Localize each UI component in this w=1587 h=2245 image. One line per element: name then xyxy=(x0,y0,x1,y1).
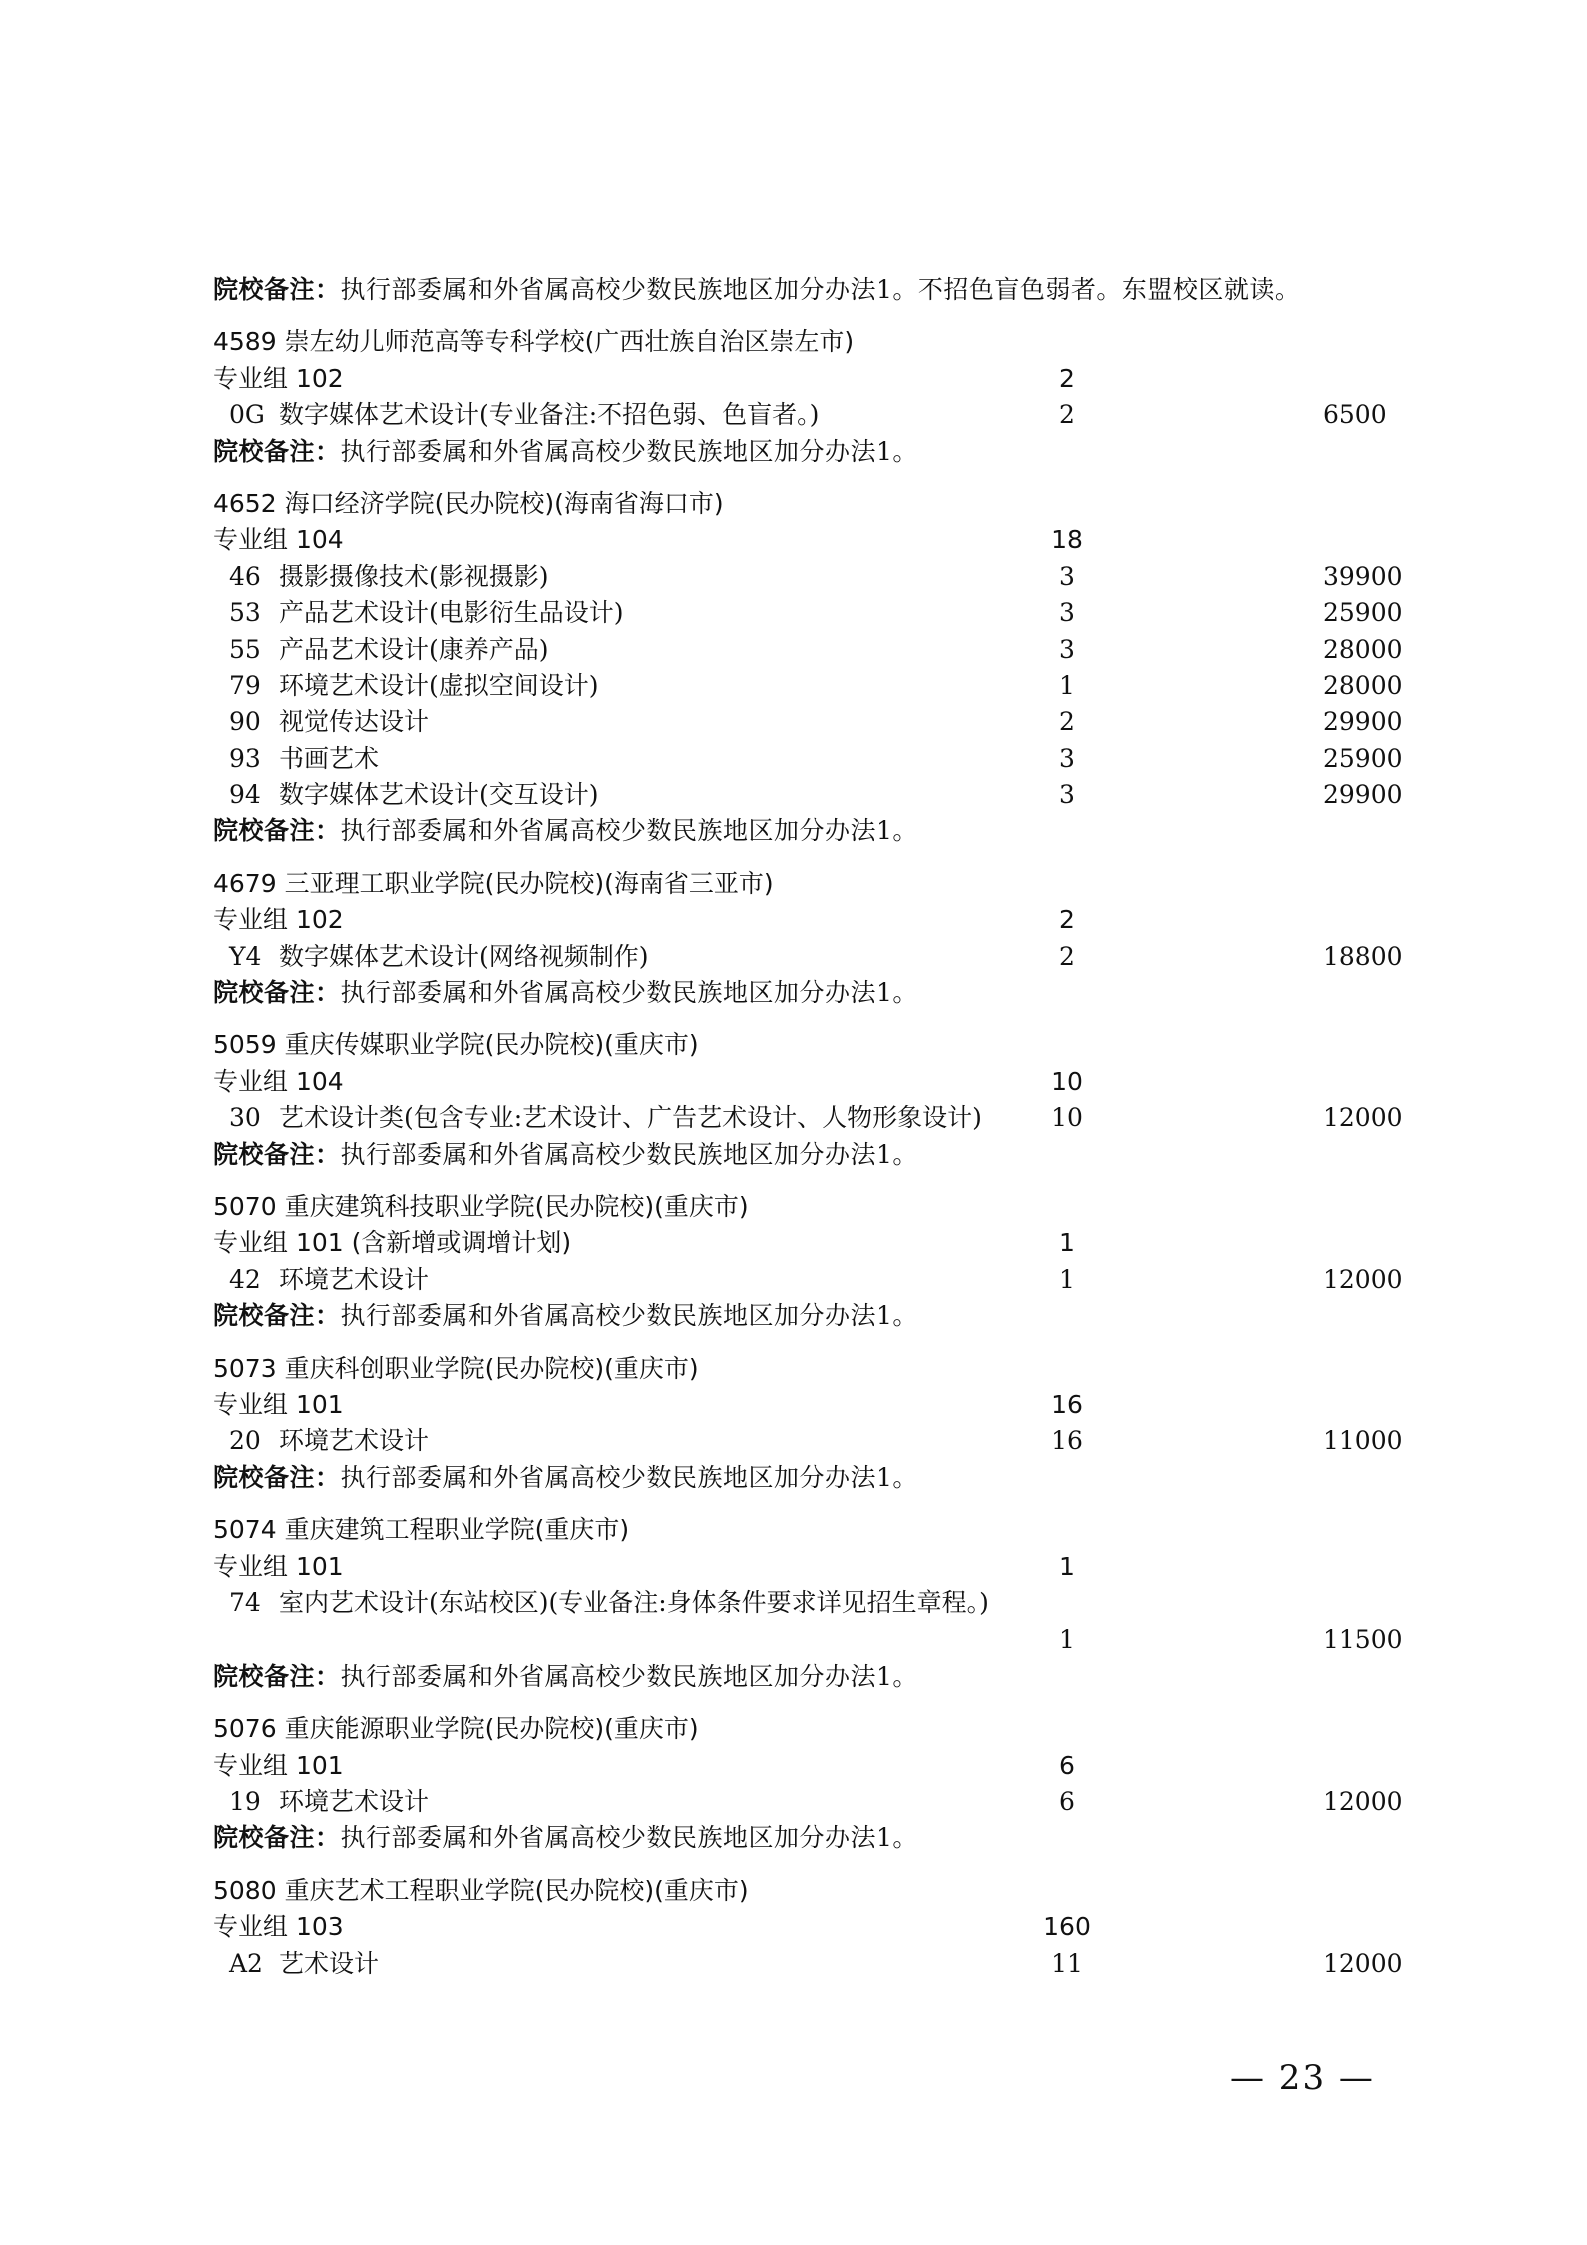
remark-body: 执行部委属和外省属高校少数民族地区加分办法1。 xyxy=(340,978,918,1008)
major-fee: 11000 xyxy=(1323,1426,1403,1456)
major-title xyxy=(229,1423,429,1459)
major-code: 20 xyxy=(229,1426,261,1456)
major-title xyxy=(229,397,819,433)
major-code: Y4 xyxy=(229,941,262,971)
major-row xyxy=(213,595,1413,631)
remark-text xyxy=(213,1137,918,1173)
school-remark xyxy=(213,1137,1413,1173)
remark-label: 院校备注： xyxy=(213,275,341,304)
major-fee: 11500 xyxy=(1323,1624,1403,1654)
remark-text xyxy=(213,1659,918,1695)
group-count: 10 xyxy=(1051,1066,1083,1096)
major-row xyxy=(213,741,1413,777)
remark-body: 执行部委属和外省属高校少数民族地区加分办法1。不招色盲色弱者。东盟校区就读。 xyxy=(340,275,1301,304)
section-gap xyxy=(213,470,1413,486)
major-code: 30 xyxy=(229,1103,261,1133)
group-name: 专业组 104 xyxy=(213,525,344,555)
major-group xyxy=(213,1225,1413,1261)
major-code: 46 xyxy=(229,561,261,591)
major-count: 3 xyxy=(1059,743,1075,773)
school-name: 5073 重庆科创职业学院(民办院校)(重庆市) xyxy=(213,1353,699,1383)
remark-body: 执行部委属和外省属高校少数民族地区加分办法1。 xyxy=(340,1462,918,1492)
major-count: 1 xyxy=(1059,1624,1075,1654)
group-count: 160 xyxy=(1043,1912,1091,1942)
school-remark xyxy=(213,1460,1413,1496)
major-fee: 12000 xyxy=(1323,1948,1403,1978)
major-name: 数字媒体艺术设计(专业备注:不招色弱、色盲者。) xyxy=(278,400,820,430)
school-remark xyxy=(213,272,1413,308)
major-code: 74 xyxy=(229,1587,261,1617)
major-fee: 18800 xyxy=(1323,941,1403,971)
major-fee: 39900 xyxy=(1323,561,1403,591)
group-name: 专业组 102 xyxy=(213,905,344,935)
remark-label: 院校备注： xyxy=(213,1661,341,1691)
remark-body: 执行部委属和外省属高校少数民族地区加分办法1。 xyxy=(340,816,918,846)
school-name: 5074 重庆建筑工程职业学院(重庆市) xyxy=(213,1515,630,1545)
school-header xyxy=(213,866,1413,902)
major-name: 摄影摄像技术(影视摄影) xyxy=(278,561,549,591)
major-count: 1 xyxy=(1059,670,1075,700)
remark-body: 执行部委属和外省属高校少数民族地区加分办法1。 xyxy=(340,1661,918,1691)
major-fee: 12000 xyxy=(1323,1264,1403,1294)
major-code: 42 xyxy=(229,1264,261,1294)
school-remark xyxy=(213,1298,1413,1334)
major-title xyxy=(229,1100,982,1136)
major-group xyxy=(213,1064,1413,1100)
school-remark xyxy=(213,975,1413,1011)
major-row xyxy=(213,1423,1413,1459)
school-remark xyxy=(213,1820,1413,1856)
remark-body: 执行部委属和外省属高校少数民族地区加分办法1。 xyxy=(340,1301,918,1331)
major-name: 视觉传达设计 xyxy=(278,707,429,737)
remark-label: 院校备注： xyxy=(213,978,341,1008)
school-header xyxy=(213,1512,1413,1548)
major-name: 环境艺术设计(虚拟空间设计) xyxy=(278,670,599,700)
major-row xyxy=(213,1946,1413,1982)
remark-label: 院校备注： xyxy=(213,1462,341,1492)
major-name: 产品艺术设计(康养产品) xyxy=(278,634,549,664)
major-group xyxy=(213,1909,1413,1945)
major-title xyxy=(229,595,623,631)
group-count: 1 xyxy=(1059,1228,1075,1258)
major-fee: 29900 xyxy=(1323,707,1403,737)
group-name: 专业组 101 xyxy=(213,1389,344,1419)
group-name: 专业组 101 xyxy=(213,1551,344,1581)
major-row xyxy=(213,704,1413,740)
major-row xyxy=(213,777,1413,813)
group-count: 2 xyxy=(1059,363,1075,393)
major-name: 产品艺术设计(电影衍生品设计) xyxy=(278,598,624,628)
major-title xyxy=(229,559,548,595)
major-title xyxy=(229,1585,989,1621)
school-header xyxy=(213,1711,1413,1747)
section-gap xyxy=(213,308,1413,324)
major-name: 室内艺术设计(东站校区)(专业备注:身体条件要求详见招生章程。) xyxy=(278,1587,989,1617)
major-count: 10 xyxy=(1051,1103,1083,1133)
section-gap xyxy=(213,1857,1413,1873)
major-count: 1 xyxy=(1059,1264,1075,1294)
major-row xyxy=(213,632,1413,668)
school-header xyxy=(213,324,1413,360)
major-fee: 28000 xyxy=(1323,634,1403,664)
major-row xyxy=(213,1585,1413,1659)
major-fee: 6500 xyxy=(1323,400,1387,430)
school-name: 5076 重庆能源职业学院(民办院校)(重庆市) xyxy=(213,1714,699,1744)
major-name: 艺术设计类(包含专业:艺术设计、广告艺术设计、人物形象设计) xyxy=(278,1103,982,1133)
school-header xyxy=(213,486,1413,522)
major-code: 19 xyxy=(229,1787,261,1817)
major-count: 2 xyxy=(1059,941,1075,971)
major-code: 0G xyxy=(229,400,265,430)
major-count: 6 xyxy=(1059,1787,1075,1817)
remark-text xyxy=(213,975,918,1011)
major-count: 11 xyxy=(1051,1948,1083,1978)
major-fee: 12000 xyxy=(1323,1787,1403,1817)
group-count: 1 xyxy=(1059,1551,1075,1581)
school-name: 5059 重庆传媒职业学院(民办院校)(重庆市) xyxy=(213,1030,699,1060)
group-name: 专业组 102 xyxy=(213,363,344,393)
section-gap xyxy=(213,850,1413,866)
major-group xyxy=(213,1549,1413,1585)
section-gap xyxy=(213,1173,1413,1189)
major-title xyxy=(229,939,648,975)
remark-body: 执行部委属和外省属高校少数民族地区加分办法1。 xyxy=(340,1139,918,1169)
school-header xyxy=(213,1351,1413,1387)
remark-text xyxy=(213,434,918,470)
section-gap xyxy=(213,1695,1413,1711)
group-count: 16 xyxy=(1051,1389,1083,1419)
remark-body: 执行部委属和外省属高校少数民族地区加分办法1。 xyxy=(340,1823,918,1853)
section-gap xyxy=(213,1011,1413,1027)
major-title xyxy=(229,1946,379,1982)
school-name: 5080 重庆艺术工程职业学院(民办院校)(重庆市) xyxy=(213,1875,749,1905)
school-name: 4679 三亚理工职业学院(民办院校)(海南省三亚市) xyxy=(213,868,774,898)
remark-label: 院校备注： xyxy=(213,816,341,846)
major-code: 79 xyxy=(229,670,261,700)
school-remark xyxy=(213,813,1413,849)
major-name: 环境艺术设计 xyxy=(278,1426,429,1456)
remark-text xyxy=(213,272,1300,308)
major-name: 环境艺术设计 xyxy=(278,1787,429,1817)
major-title xyxy=(229,741,379,777)
group-name: 专业组 101 xyxy=(213,1750,344,1780)
major-row xyxy=(213,668,1413,704)
major-group xyxy=(213,1387,1413,1423)
major-count: 16 xyxy=(1051,1426,1083,1456)
major-code: 90 xyxy=(229,707,261,737)
group-name: 专业组 103 xyxy=(213,1912,344,1942)
school-name: 4589 崇左幼儿师范高等专科学校(广西壮族自治区崇左市) xyxy=(213,327,855,357)
remark-text xyxy=(213,1820,918,1856)
major-title xyxy=(229,777,598,813)
major-name: 数字媒体艺术设计(交互设计) xyxy=(278,780,599,810)
school-header xyxy=(213,1189,1413,1225)
remark-label: 院校备注： xyxy=(213,1139,341,1169)
major-row xyxy=(213,559,1413,595)
section-gap xyxy=(213,1335,1413,1351)
major-count: 2 xyxy=(1059,707,1075,737)
major-group xyxy=(213,522,1413,558)
remark-text xyxy=(213,1460,918,1496)
major-name: 艺术设计 xyxy=(278,1948,379,1978)
major-name: 环境艺术设计 xyxy=(278,1264,429,1294)
major-count: 2 xyxy=(1059,400,1075,430)
major-row xyxy=(213,939,1413,975)
remark-label: 院校备注： xyxy=(213,436,341,466)
major-count: 3 xyxy=(1059,598,1075,628)
major-row xyxy=(213,1784,1413,1820)
major-count: 3 xyxy=(1059,561,1075,591)
major-count: 3 xyxy=(1059,780,1075,810)
school-name: 4652 海口经济学院(民办院校)(海南省海口市) xyxy=(213,488,724,518)
school-header xyxy=(213,1873,1413,1909)
major-title xyxy=(229,704,429,740)
major-group xyxy=(213,361,1413,397)
major-code: 93 xyxy=(229,743,261,773)
major-group xyxy=(213,1748,1413,1784)
major-group xyxy=(213,902,1413,938)
remark-text xyxy=(213,813,918,849)
major-fee: 12000 xyxy=(1323,1103,1403,1133)
school-header xyxy=(213,1027,1413,1063)
school-remark xyxy=(213,1659,1413,1695)
major-fee: 25900 xyxy=(1323,598,1403,628)
group-name: 专业组 104 xyxy=(213,1066,344,1096)
major-title xyxy=(229,1262,429,1298)
major-fee: 25900 xyxy=(1323,743,1403,773)
school-name: 5070 重庆建筑科技职业学院(民办院校)(重庆市) xyxy=(213,1191,749,1221)
major-count: 3 xyxy=(1059,634,1075,664)
major-title xyxy=(229,1784,429,1820)
major-code: 94 xyxy=(229,780,261,810)
section-gap xyxy=(213,1496,1413,1512)
major-row xyxy=(213,1100,1413,1136)
major-fee: 29900 xyxy=(1323,780,1403,810)
remark-text xyxy=(213,1298,918,1334)
group-name: 专业组 101 (含新增或调增计划) xyxy=(213,1228,572,1258)
group-count: 6 xyxy=(1059,1750,1075,1780)
major-code: A2 xyxy=(229,1948,263,1978)
group-count: 18 xyxy=(1051,525,1083,555)
school-remark xyxy=(213,434,1413,470)
major-title xyxy=(229,632,548,668)
remark-label: 院校备注： xyxy=(213,1823,341,1853)
major-title xyxy=(229,668,598,704)
remark-body: 执行部委属和外省属高校少数民族地区加分办法1。 xyxy=(340,436,918,466)
major-fee: 28000 xyxy=(1323,670,1403,700)
major-row xyxy=(213,397,1413,433)
major-name: 书画艺术 xyxy=(278,743,379,773)
major-row xyxy=(213,1262,1413,1298)
remark-label: 院校备注： xyxy=(213,1301,341,1331)
page-number: — 23 — xyxy=(1230,2058,1375,2098)
major-code: 53 xyxy=(229,598,261,628)
group-count: 2 xyxy=(1059,905,1075,935)
admission-plan-listing xyxy=(213,272,1413,1982)
major-name: 数字媒体艺术设计(网络视频制作) xyxy=(278,941,649,971)
major-code: 55 xyxy=(229,634,261,664)
